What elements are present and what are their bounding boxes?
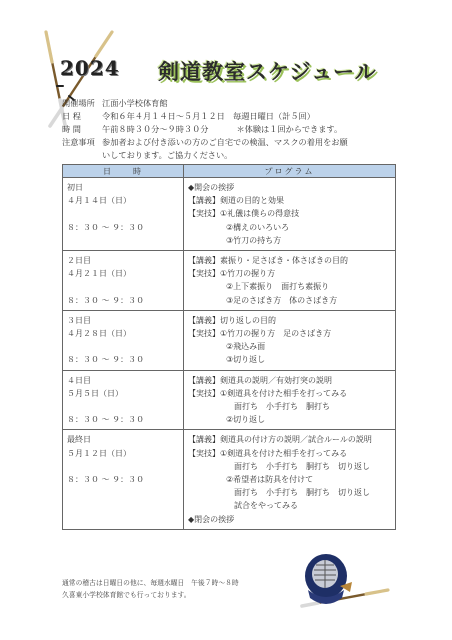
date-line: 初日 bbox=[67, 183, 83, 192]
title-year: 2024 bbox=[60, 56, 120, 80]
table-row bbox=[63, 430, 396, 529]
footer-note bbox=[62, 577, 239, 601]
date-line bbox=[67, 280, 179, 293]
info-key: 開催場所 bbox=[62, 98, 95, 108]
date-line: ５月１２日（日） bbox=[67, 448, 131, 458]
program-line: ②構えのいろいろ bbox=[226, 222, 290, 232]
kendo-men-shinai-icon bbox=[296, 548, 392, 620]
program-cell bbox=[184, 251, 396, 311]
schedule-body bbox=[63, 178, 396, 530]
date-line: ２日目 bbox=[67, 256, 91, 266]
table-row bbox=[63, 251, 396, 311]
date-cell bbox=[63, 370, 184, 430]
date-line: ８：３０ ～ ９：３０ bbox=[67, 355, 145, 365]
program-cell bbox=[184, 430, 396, 529]
program-line: 試合をやってみる bbox=[234, 501, 298, 511]
date-line: ４月１４日（日） bbox=[67, 196, 131, 206]
title-text: 剣道教室スケジュール bbox=[158, 60, 377, 84]
program-line: 面打ち 小手打ち 胴打ち bbox=[234, 402, 330, 412]
date-line: ４日目 bbox=[67, 375, 91, 385]
program-cell bbox=[184, 178, 396, 251]
header-program: プログラム bbox=[184, 165, 396, 178]
info-value: 令和６年４月１４日～５月１２日 毎週日曜日（計５回） bbox=[102, 111, 315, 121]
program-line: 【実技】①竹刀の握り方 足のさばき方 bbox=[188, 329, 332, 339]
program-line: 面打ち 小手打ち 胴打ち 切り返し bbox=[234, 488, 370, 498]
program-line: 【講義】剣道具の付け方の説明／試合ルールの説明 bbox=[188, 435, 372, 445]
program-line: ③竹刀の持ち方 bbox=[226, 235, 282, 245]
schedule-table bbox=[62, 164, 396, 530]
info-key: 日 程 bbox=[62, 111, 81, 121]
info-dates bbox=[62, 110, 402, 123]
footer-line: 通常の稽古は日曜日の他に、毎週水曜日 午後７時～８時 bbox=[62, 579, 239, 587]
program-line: 【講義】剣道具の説明／有効打突の説明 bbox=[188, 375, 332, 385]
info-value: 江面小学校体育館 bbox=[102, 98, 168, 108]
program-line: 【講義】剣道の目的と効果 bbox=[188, 196, 284, 206]
info-block bbox=[62, 97, 402, 162]
program-line: ②希望者は防具を付けて bbox=[226, 475, 314, 485]
program-line: ②上下素振り 面打ち素振り bbox=[226, 282, 330, 292]
page-title bbox=[60, 56, 400, 88]
date-cell bbox=[63, 178, 184, 251]
date-line: 最終日 bbox=[67, 435, 91, 445]
date-cell bbox=[63, 251, 184, 311]
table-row bbox=[63, 370, 396, 430]
program-line: ②切り返し bbox=[226, 415, 266, 425]
date-line: ４月２１日（日） bbox=[67, 269, 131, 279]
date-cell bbox=[63, 310, 184, 370]
table-row bbox=[63, 310, 396, 370]
table-header-row bbox=[63, 165, 396, 178]
date-line: ８：３０ ～ ９：３０ bbox=[67, 295, 145, 305]
table-row bbox=[63, 178, 396, 251]
date-line: ４月２８日（日） bbox=[67, 329, 131, 339]
date-line: ８：３０ ～ ９：３０ bbox=[67, 222, 145, 232]
program-line: ◆開会の挨拶 bbox=[188, 183, 235, 192]
info-notes bbox=[62, 136, 402, 149]
program-line: 【実技】①竹刀の握り方 bbox=[188, 269, 276, 279]
info-key: 時 間 bbox=[62, 124, 81, 134]
info-time bbox=[62, 123, 402, 136]
program-line: 面打ち 小手打ち 胴打ち 切り返し bbox=[234, 461, 370, 471]
date-line bbox=[67, 207, 179, 220]
date-cell bbox=[63, 430, 184, 529]
info-value: 参加者および付き添いの方のご自宅での検温、マスクの着用をお願 bbox=[102, 137, 348, 147]
date-line: ５月５日（日） bbox=[67, 388, 123, 398]
info-key: 注意事項 bbox=[62, 137, 95, 147]
header-date: 日 時 bbox=[63, 165, 184, 178]
program-line: 【講義】切り返しの目的 bbox=[188, 315, 276, 325]
info-notes-cont: いしております。ご協力ください。 bbox=[102, 150, 233, 160]
date-line bbox=[67, 460, 179, 473]
program-line: ②飛込み面 bbox=[226, 342, 266, 352]
date-line: ８：３０ ～ ９：３０ bbox=[67, 415, 145, 425]
program-line: ③切り返し bbox=[226, 355, 266, 365]
program-line: 【講義】素振り・足さばき・体さばきの目的 bbox=[188, 256, 348, 266]
program-cell bbox=[184, 370, 396, 430]
date-line bbox=[67, 400, 179, 413]
date-line: ８：３０ ～ ９：３０ bbox=[67, 475, 145, 485]
program-line: 【実技】①剣道具を付けた相手を打ってみる bbox=[188, 448, 348, 458]
program-line: 【実技】①礼儀は僕らの得意技 bbox=[188, 209, 300, 219]
program-line: 【実技】①剣道具を付けた相手を打ってみる bbox=[188, 388, 348, 398]
date-line: ３日目 bbox=[67, 315, 91, 325]
info-value: 午前８時３０分～９時３０分 bbox=[102, 124, 209, 134]
program-line: ③足のさばき方 体のさばき方 bbox=[226, 295, 338, 305]
program-cell bbox=[184, 310, 396, 370]
footer-line: 久喜東小学校体育館でも行っております。 bbox=[62, 591, 191, 599]
info-venue bbox=[62, 97, 402, 110]
program-line: ◆閉会の挨拶 bbox=[188, 514, 235, 524]
date-line bbox=[67, 340, 179, 353]
info-note: ＊体験は１回からできます。 bbox=[236, 124, 343, 134]
